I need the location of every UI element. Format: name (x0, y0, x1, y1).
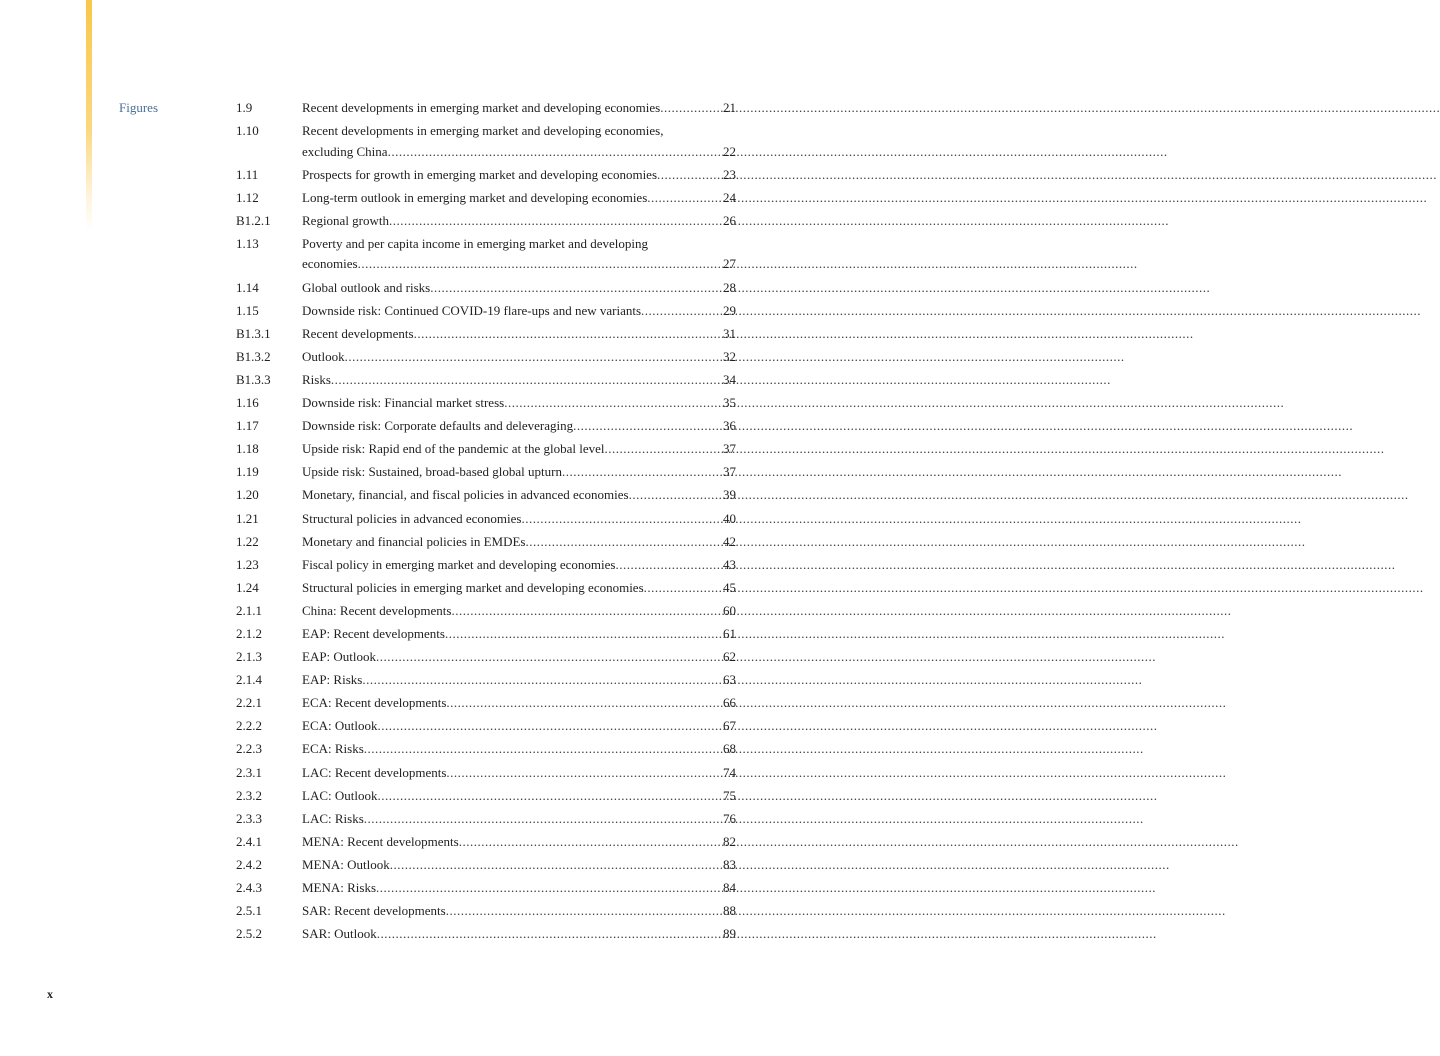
figure-title-lastline (302, 98, 736, 119)
figure-title: MENA: Recent developments (302, 833, 459, 849)
dot-leader (660, 98, 722, 119)
figure-title: Global outlook and risks (302, 279, 431, 295)
dot-leader (446, 901, 722, 922)
figure-number: 1.22 (236, 533, 259, 549)
figure-title-block (302, 278, 736, 299)
figure-title-lastline (302, 165, 736, 186)
figure-number: 2.1.2 (236, 625, 262, 641)
figure-title-block (302, 693, 736, 714)
figure-number: 2.5.2 (236, 926, 262, 942)
dot-leader (390, 855, 722, 876)
figure-title-lastline (302, 416, 736, 437)
figure-title: Regional growth (302, 212, 390, 228)
figure-title: Structural policies in emerging market and developing economies (302, 579, 644, 595)
figure-title-block (302, 439, 736, 460)
figure-number: 1.19 (236, 464, 259, 480)
page-ref: 39 (723, 487, 736, 503)
toc-entry[interactable] (236, 416, 736, 437)
figure-title-lastline (302, 254, 736, 275)
toc-entry[interactable] (236, 763, 736, 784)
figure-title: EAP: Outlook (302, 649, 377, 665)
figure-title: ECA: Recent developments (302, 695, 447, 711)
toc-entry[interactable] (236, 301, 736, 322)
toc-entry[interactable] (236, 555, 736, 576)
figure-title-lastline (302, 324, 736, 345)
toc-entry[interactable] (236, 601, 736, 622)
toc-entry[interactable] (236, 278, 736, 299)
figure-title: Downside risk: Corporate defaults and deleveraging (302, 418, 574, 434)
figure-title: Outlook (302, 348, 345, 364)
figure-title-block (302, 924, 736, 945)
figure-title-lastline (302, 188, 736, 209)
figure-number: 2.4.2 (236, 856, 262, 872)
page-ref: 62 (723, 649, 736, 665)
figure-title-block (302, 739, 736, 760)
figure-title-lastline (302, 763, 736, 784)
figure-title-lastline (302, 142, 736, 163)
toc-entry[interactable] (236, 809, 736, 830)
page-ref: 32 (723, 348, 736, 364)
figure-title-lastline (302, 601, 736, 622)
figure-title-lastline (302, 393, 736, 414)
toc-entry[interactable] (236, 324, 736, 345)
figure-title-block (302, 670, 736, 691)
figure-number: 1.9 (236, 100, 253, 115)
figure-number: 2.2.3 (236, 741, 262, 757)
page-ref: 37 (723, 464, 736, 480)
figure-title-lastline (302, 901, 736, 922)
dot-leader (388, 142, 722, 163)
figure-title: Fiscal policy in emerging market and developing economies (302, 556, 616, 572)
dot-leader (358, 254, 722, 275)
page-ref: 23 (723, 166, 736, 182)
dot-leader (573, 416, 722, 437)
figure-number: 1.10 (236, 123, 259, 139)
toc-entry[interactable] (236, 786, 736, 807)
figure-title-lastline (302, 555, 736, 576)
figure-title-block (302, 188, 736, 209)
page-ref: 67 (723, 718, 736, 734)
page-ref: 21 (723, 100, 736, 115)
figure-title: LAC: Recent developments (302, 764, 447, 780)
figure-title-block (302, 901, 736, 922)
figure-number: 1.13 (236, 235, 259, 251)
figure-number: 1.21 (236, 510, 259, 526)
figure-title-block (302, 485, 736, 506)
dot-leader (377, 716, 722, 737)
accent-bar (86, 0, 92, 232)
toc-entry[interactable] (236, 924, 736, 945)
page-ref: 31 (723, 325, 736, 341)
figure-title: SAR: Outlook (302, 926, 377, 942)
dot-leader (377, 924, 722, 945)
page-ref: 34 (723, 371, 736, 387)
page-ref: 40 (723, 510, 736, 526)
figure-title-block (302, 532, 736, 553)
figure-title-block (302, 809, 736, 830)
figure-title-block (302, 647, 736, 668)
figure-title-block (302, 763, 736, 784)
page-ref: 45 (723, 579, 736, 595)
toc-entry[interactable] (236, 901, 736, 922)
figure-number: 2.1.4 (236, 672, 262, 688)
figure-title-block (302, 234, 736, 275)
figure-number: 2.1.3 (236, 649, 262, 665)
figure-title-block (302, 301, 736, 322)
figure-title: Structural policies in advanced economies (302, 510, 522, 526)
figure-number: 1.15 (236, 302, 259, 318)
figure-title-lastline (302, 485, 736, 506)
dot-leader (616, 555, 723, 576)
page-ref: 28 (723, 279, 736, 295)
dot-leader (459, 832, 722, 853)
toc-entry[interactable] (236, 670, 736, 691)
toc-entry[interactable] (236, 739, 736, 760)
figure-number: 1.20 (236, 487, 259, 503)
figure-title-lastline (302, 462, 736, 483)
figure-number: 2.2.2 (236, 718, 262, 734)
figure-title-block (302, 855, 736, 876)
figure-title-block (302, 416, 736, 437)
page-ref: 26 (723, 212, 736, 228)
figure-title: MENA: Risks (302, 880, 377, 895)
page-ref: 82 (723, 833, 736, 849)
page-ref: 75 (723, 787, 736, 803)
figure-title: Recent developments (302, 325, 414, 341)
figure-title-lastline (302, 670, 736, 691)
figure-title-block (302, 121, 736, 162)
figure-number: 1.24 (236, 579, 259, 595)
dot-leader (364, 739, 722, 760)
figure-title-lastline (302, 878, 736, 899)
figure-title: EAP: Recent developments (302, 625, 445, 641)
dot-leader (445, 624, 722, 645)
dot-leader (446, 693, 722, 714)
dot-leader (657, 165, 722, 186)
toc-entry[interactable] (236, 832, 736, 853)
section-label-figures: Figures (119, 100, 158, 115)
figure-number: B1.3.3 (236, 371, 271, 387)
figure-title-lastline (302, 370, 736, 391)
figure-title-block (302, 832, 736, 853)
figure-title: Upside risk: Sustained, broad-based global upturn (302, 464, 562, 480)
dot-leader (647, 188, 722, 209)
figure-title: SAR: Recent developments (302, 903, 446, 919)
dot-leader (362, 670, 722, 691)
page-ref: 74 (723, 764, 736, 780)
page-ref: 60 (723, 602, 736, 618)
figure-number: 2.4.3 (236, 880, 262, 895)
figure-number: 1.14 (236, 279, 259, 295)
figure-title-lastline (302, 532, 736, 553)
figure-number: 2.3.2 (236, 787, 262, 803)
toc-entry[interactable] (236, 647, 736, 668)
figure-number: 1.11 (236, 166, 259, 182)
dot-leader (644, 578, 722, 599)
dot-leader (446, 763, 722, 784)
page-ref: 24 (723, 189, 736, 205)
figure-title-line: Recent developments in emerging market and developing economies, (302, 123, 664, 139)
figure-title: economies (302, 256, 358, 272)
toc-entry[interactable] (236, 509, 736, 530)
figure-title-lastline (302, 439, 736, 460)
page-ref: 68 (723, 741, 736, 757)
page-ref: 43 (723, 556, 736, 572)
figure-title: Long-term outlook in emerging market and developing economies (302, 189, 648, 205)
dot-leader (641, 301, 722, 322)
figure-title-lastline (302, 624, 736, 645)
page-ref: 63 (723, 672, 736, 688)
figure-title: ECA: Outlook (302, 718, 378, 734)
dot-leader (414, 324, 722, 345)
figure-title-block (302, 601, 736, 622)
toc-entry[interactable] (236, 165, 736, 186)
figure-title: Monetary, financial, and fiscal policies in advanced economies (302, 487, 629, 503)
toc-entry[interactable] (236, 347, 736, 368)
figure-title-block (302, 716, 736, 737)
figure-title-lastline (302, 211, 736, 232)
figure-number: 1.23 (236, 556, 259, 572)
dot-leader (430, 278, 722, 299)
figure-title-block (302, 393, 736, 414)
figure-title: Recent developments in emerging market and developing economies (302, 100, 661, 115)
figure-title-lastline (302, 924, 736, 945)
toc-entry[interactable] (236, 578, 736, 599)
figure-number: 2.2.1 (236, 695, 262, 711)
dot-leader (605, 439, 722, 460)
dot-leader (377, 786, 722, 807)
page-ref: 27 (723, 256, 736, 272)
figure-title: EAP: Risks (302, 672, 363, 688)
dot-leader (525, 532, 722, 553)
figure-number: 2.3.3 (236, 810, 262, 826)
toc-entry[interactable] (236, 716, 736, 737)
page-ref: 42 (723, 533, 736, 549)
dot-leader (376, 878, 722, 899)
toc-entry[interactable] (236, 211, 736, 232)
dot-leader (376, 647, 722, 668)
figure-title: China: Recent developments (302, 602, 452, 618)
toc-entry[interactable] (236, 624, 736, 645)
figure-number: 2.1.1 (236, 602, 262, 618)
figure-title-lastline (302, 809, 736, 830)
figure-title: excluding China (302, 143, 388, 159)
figure-title-block (302, 786, 736, 807)
figure-title-block (302, 324, 736, 345)
figure-title: ECA: Risks (302, 741, 364, 757)
figure-title-block (302, 462, 736, 483)
figure-title-block (302, 578, 736, 599)
figure-number: B1.2.1 (236, 212, 271, 228)
figure-title-lastline (302, 786, 736, 807)
dot-leader (504, 393, 722, 414)
toc-entry[interactable] (236, 462, 736, 483)
figure-title: Monetary and financial policies in EMDEs (302, 533, 526, 549)
page-number: x (47, 987, 53, 1001)
figure-title-block (302, 98, 736, 119)
dot-leader (629, 485, 722, 506)
figure-title-lastline (302, 693, 736, 714)
figure-title-block (302, 878, 736, 899)
figure-title-line: Poverty and per capita income in emerging market and developing (302, 235, 648, 251)
page-ref: 89 (723, 926, 736, 942)
dot-leader (345, 347, 722, 368)
page-ref: 35 (723, 395, 736, 411)
figure-title: Downside risk: Continued COVID-19 flare-ups and new variants (302, 302, 642, 318)
page-ref: 61 (723, 625, 736, 641)
figure-title-lastline (302, 347, 736, 368)
figure-title-lastline (302, 578, 736, 599)
dot-leader (331, 370, 722, 391)
figure-number: 1.17 (236, 418, 259, 434)
figure-title-block (302, 509, 736, 530)
toc-entry[interactable] (236, 188, 736, 209)
figure-title: LAC: Outlook (302, 787, 378, 803)
toc-entry[interactable] (236, 693, 736, 714)
page-ref: 76 (723, 810, 736, 826)
figure-title-block (302, 624, 736, 645)
toc-entry[interactable] (236, 485, 736, 506)
toc-entry[interactable] (236, 98, 736, 119)
page-ref: 37 (723, 441, 736, 457)
dot-leader (562, 462, 722, 483)
figure-number: 1.18 (236, 441, 259, 457)
figure-title-block (302, 347, 736, 368)
page-ref: 29 (723, 302, 736, 318)
page-ref: 36 (723, 418, 736, 434)
toc-entry[interactable] (236, 855, 736, 876)
page-ref: 66 (723, 695, 736, 711)
figure-title: MENA: Outlook (302, 856, 390, 872)
figure-title-lastline (302, 739, 736, 760)
toc-entry[interactable] (236, 121, 736, 162)
page-ref: 22 (723, 143, 736, 159)
figure-title-lastline (302, 647, 736, 668)
figure-number: 1.12 (236, 189, 259, 205)
figure-title: Downside risk: Financial market stress (302, 395, 505, 411)
figure-title: Prospects for growth in emerging market and developing economies (302, 166, 658, 182)
figure-title-lastline (302, 278, 736, 299)
figure-title-lastline (302, 855, 736, 876)
dot-leader (364, 809, 722, 830)
figure-number: 2.5.1 (236, 903, 262, 919)
figure-title-block (302, 165, 736, 186)
toc-entry[interactable] (236, 370, 736, 391)
figure-number: 1.16 (236, 395, 259, 411)
toc-entry[interactable] (236, 234, 736, 275)
figure-number: B1.3.2 (236, 348, 271, 364)
figures-list (236, 98, 736, 947)
page-ref: 84 (723, 880, 736, 895)
page-ref: 88 (723, 903, 736, 919)
dot-leader (389, 211, 722, 232)
figure-title: Risks (302, 371, 331, 387)
figure-title-lastline (302, 716, 736, 737)
toc-entry[interactable] (236, 878, 736, 899)
figure-title: LAC: Risks (302, 810, 364, 826)
figure-title-lastline (302, 832, 736, 853)
figure-title-lastline (302, 301, 736, 322)
page-ref: 83 (723, 856, 736, 872)
toc-entry[interactable] (236, 532, 736, 553)
figure-title-block (302, 370, 736, 391)
figure-number: B1.3.1 (236, 325, 271, 341)
dot-leader (451, 601, 722, 622)
dot-leader (521, 509, 722, 530)
figure-number: 2.3.1 (236, 764, 262, 780)
toc-entry[interactable] (236, 393, 736, 414)
toc-entry[interactable] (236, 439, 736, 460)
figure-title: Upside risk: Rapid end of the pandemic at the global level (302, 441, 605, 457)
figure-number: 2.4.1 (236, 833, 262, 849)
figure-title-lastline (302, 509, 736, 530)
figure-title-block (302, 211, 736, 232)
figure-title-block (302, 555, 736, 576)
